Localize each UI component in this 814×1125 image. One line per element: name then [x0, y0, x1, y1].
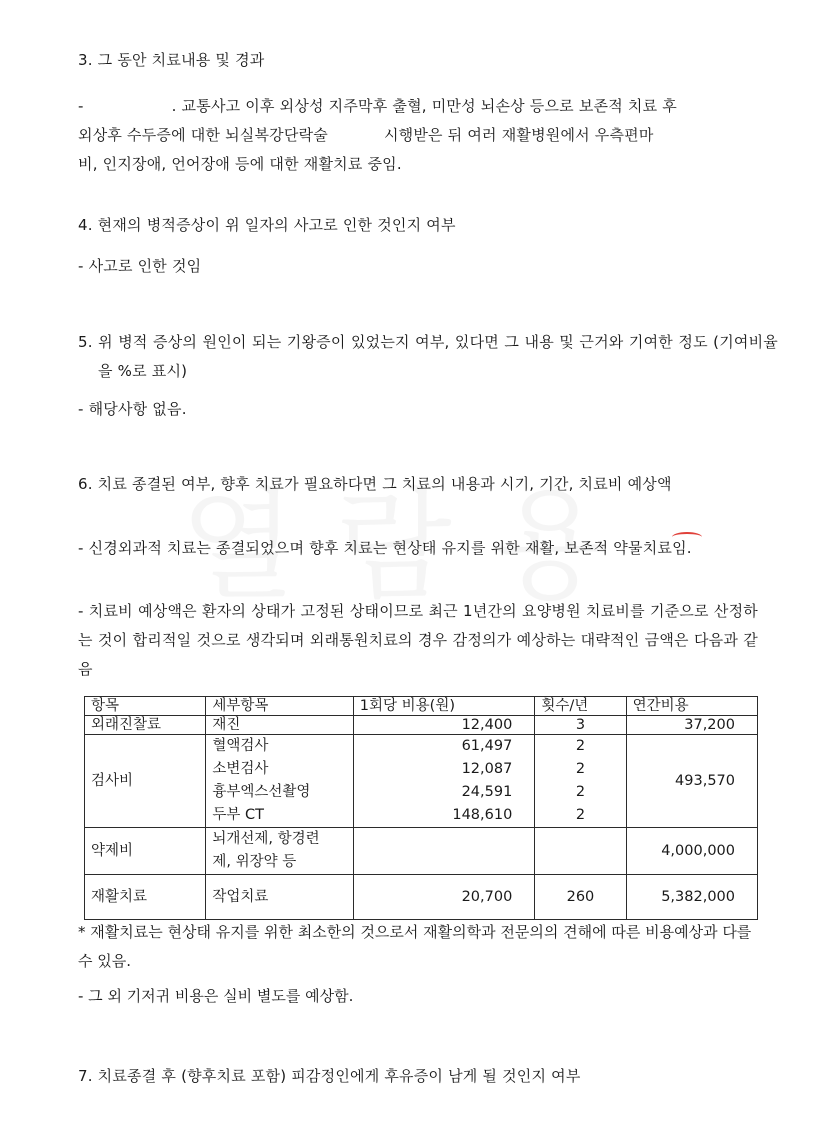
cost-value: 148,610 — [452, 807, 513, 823]
cell-cost: 20,700 — [353, 875, 535, 920]
section-6-paragraph-2: - 치료비 예상액은 환자의 상태가 고정된 상태이므로 최근 1년간의 요양병원 치료비를 기준으로 산정하는 것이 합리적일 것으로 생각되며 외래통원치료의 경우 감정의가 예상하는 대략적인 금액은 다음과 같음 — [78, 602, 758, 678]
cell-subitem: 재진 — [206, 716, 353, 735]
cost-value: 24,591 — [461, 784, 513, 800]
cell-item: 약제비 — [85, 828, 206, 875]
cell-count: 3 — [535, 716, 626, 735]
subitem-line: 제, 위장약 등 — [212, 854, 297, 870]
table-row — [85, 875, 758, 920]
cell-costs — [353, 735, 535, 828]
count-value: 2 — [575, 738, 586, 754]
cell-subitems — [206, 735, 353, 828]
subitem-chest-xray: 흉부엑스선촬영 — [212, 784, 311, 800]
section-3-body — [78, 92, 758, 179]
cell-counts — [535, 735, 626, 828]
cell-cost-empty — [353, 828, 535, 875]
cell-subitem: 작업치료 — [206, 875, 353, 920]
section-5-heading: 5. 위 병적 증상의 원인이 되는 기왕증이 있었는지 여부, 있다면 그 내용 및 근거와 기여한 정도 (기여비율을 %로 표시) — [78, 333, 778, 380]
count-value: 2 — [575, 784, 586, 800]
cell-annual: 37,200 — [626, 716, 757, 735]
count-value: 2 — [575, 761, 586, 777]
header-cost-per-visit: 1회당 비용(원) — [353, 697, 535, 716]
section-3-line2b: 시행받은 뒤 여러 재활병원에서 우측편마 — [383, 126, 654, 144]
header-annual-cost: 연간비용 — [626, 697, 757, 716]
section-6-paragraph-1: - 신경외과적 치료는 종결되었으며 향후 치료는 현상태 유지를 위한 재활, 보존적 약물치료임. — [78, 539, 692, 557]
section-4-heading: 4. 현재의 병적증상이 위 일자의 사고로 인한 것인지 여부 — [78, 216, 456, 234]
section-3-line3: 비, 인지장애, 언어장애 등에 대한 재활치료 중임. — [78, 155, 402, 173]
diaper-note: - 그 외 기저귀 비용은 실비 별도를 예상함. — [78, 987, 354, 1005]
cell-cost: 12,400 — [353, 716, 535, 735]
cell-count-empty — [535, 828, 626, 875]
table-row — [85, 735, 758, 828]
cell-item: 검사비 — [85, 735, 206, 828]
section-3-heading: 3. 그 동안 치료내용 및 경과 — [78, 51, 265, 69]
rehab-footnote: * 재활치료는 현상태 유지를 위한 최소한의 것으로서 재활의학과 전문의의 견해에 따른 비용예상과 다를 수 있음. — [78, 923, 752, 970]
section-3-line2a: 외상후 수두증에 대한 뇌실복강단락술 — [78, 126, 328, 144]
section-3-line1-dash: - — [78, 97, 84, 115]
cell-annual: 4,000,000 — [626, 828, 757, 875]
section-6-heading: 6. 치료 종결된 여부, 향후 치료가 필요하다면 그 치료의 내용과 시기, 기간, 치료비 예상액 — [78, 475, 672, 493]
section-3-line1: . 교통사고 이후 외상성 지주막후 출혈, 미만성 뇌손상 등으로 보존적 치료 후 — [171, 97, 677, 115]
section-7-heading: 7. 치료종결 후 (향후치료 포함) 피감정인에게 후유증이 남게 될 것인지 여부 — [78, 1067, 581, 1085]
header-subitem: 세부항목 — [206, 697, 353, 716]
table-row — [85, 828, 758, 875]
header-item: 항목 — [85, 697, 206, 716]
cost-value: 12,087 — [461, 761, 513, 777]
subitem-blood-test: 혈액검사 — [212, 738, 269, 754]
cell-item: 외래진찰료 — [85, 716, 206, 735]
cell-item: 재활치료 — [85, 875, 206, 920]
cell-annual: 493,570 — [626, 735, 757, 828]
table-row — [85, 716, 758, 735]
cost-value: 61,497 — [461, 738, 513, 754]
subitem-urine-test: 소변검사 — [212, 761, 269, 777]
header-count-per-year: 횟수/년 — [535, 697, 626, 716]
cell-subitem — [206, 828, 353, 875]
section-4-answer: - 사고로 인한 것임 — [78, 257, 202, 275]
section-5-answer: - 해당사항 없음. — [78, 400, 187, 418]
cell-count: 260 — [535, 875, 626, 920]
subitem-head-ct: 두부 CT — [212, 807, 264, 823]
table-header-row — [85, 697, 758, 716]
cell-annual: 5,382,000 — [626, 875, 757, 920]
subitem-line: 뇌개선제, 항경련 — [212, 831, 320, 847]
count-value: 2 — [575, 807, 586, 823]
treatment-cost-table — [84, 696, 758, 920]
